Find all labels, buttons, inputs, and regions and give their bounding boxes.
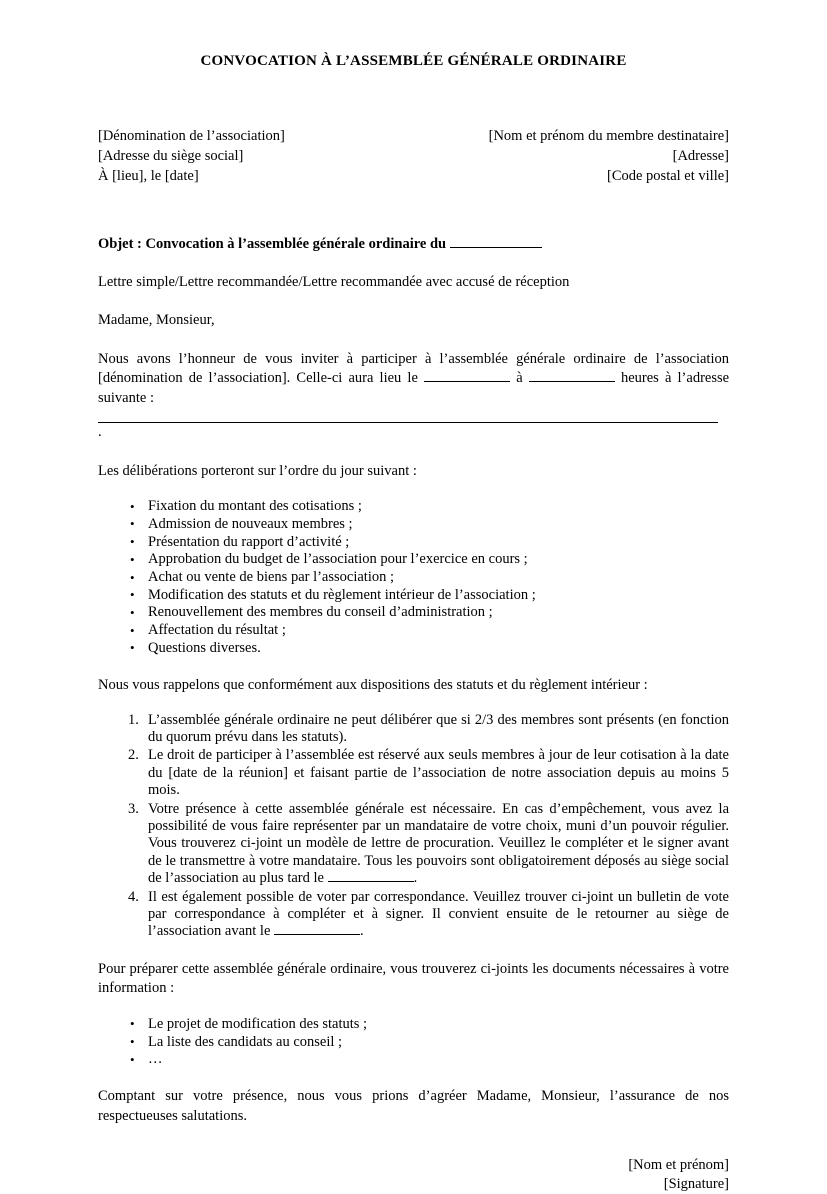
intro-paragraph bbox=[98, 350, 729, 409]
recipient-address bbox=[489, 126, 729, 186]
sender-line-3: À [lieu], le [date] bbox=[98, 167, 199, 184]
subject-date-blank[interactable] bbox=[450, 236, 542, 248]
postal-vote-deadline-blank[interactable] bbox=[274, 923, 360, 935]
recipient-line-1: [Nom et prénom du membre destinataire] bbox=[488, 127, 729, 144]
closing-paragraph: Comptant sur votre présence, nous vous prions d’agréer Madame, Monsieur, l’assurance de nos respectueuses salutations. bbox=[98, 1088, 729, 1124]
list-item: • Fixation du montant des cotisations ; bbox=[98, 498, 729, 515]
list-item: • Présentation du rapport d’activité ; bbox=[98, 534, 729, 551]
list-item: • … bbox=[98, 1051, 729, 1068]
list-item: • La liste des candidats au conseil ; bbox=[98, 1034, 729, 1051]
rules-list bbox=[98, 712, 729, 941]
intro-text-3: heures à l’adresse suivante : bbox=[98, 370, 730, 406]
delivery-options: Lettre simple/Lettre recommandée/Lettre recommandée avec accusé de réception bbox=[98, 273, 570, 290]
rule-text-after: . bbox=[360, 923, 364, 940]
list-item: • Admission de nouveaux membres ; bbox=[98, 516, 729, 533]
meeting-time-blank[interactable] bbox=[529, 370, 615, 382]
list-item bbox=[98, 801, 729, 888]
meeting-address-blank[interactable] bbox=[98, 410, 718, 423]
agenda-lead: Les délibérations porteront sur l’ordre du jour suivant : bbox=[98, 462, 417, 479]
signature-label: [Signature] bbox=[663, 1176, 729, 1193]
rule-text: Le droit de participer à l’assemblée est réservé aux seuls membres à jour de leur cotisation à la date du [date de la réunion] et faisant partie de l’association de notre association depuis au moins 5 mois. bbox=[148, 747, 729, 799]
list-item bbox=[98, 889, 729, 941]
list-item: • Le projet de modification des statuts ; bbox=[98, 1016, 729, 1033]
document-content bbox=[98, 0, 729, 1194]
address-block bbox=[98, 126, 729, 186]
subject-text: Objet : Convocation à l’assemblée générale ordinaire du bbox=[98, 235, 447, 252]
rule-text: L’assemblée générale ordinaire ne peut délibérer que si 2/3 des membres sont présents (en fonction du quorum prévu dans les statuts). bbox=[148, 711, 729, 745]
list-item bbox=[98, 712, 729, 747]
intro-text-4: . bbox=[98, 424, 102, 441]
sender-line-1: [Dénomination de l’association] bbox=[98, 127, 285, 144]
sender-address bbox=[98, 126, 285, 186]
list-item: • Approbation du budget de l’association pour l’exercice en cours ; bbox=[98, 551, 729, 568]
signature-block bbox=[98, 1156, 729, 1194]
recipient-line-3: [Code postal et ville] bbox=[606, 167, 729, 184]
signature-name: [Nom et prénom] bbox=[628, 1157, 729, 1174]
rule-text: Il est également possible de voter par correspondance. Veuillez trouver ci-joint un bulletin de vote par correspondance à compléter et à signer. Il convient ensuite de le retourner au siège de l’association avant le bbox=[148, 888, 729, 940]
sender-line-2: [Adresse du siège social] bbox=[98, 147, 244, 164]
recipient-line-2: [Adresse] bbox=[672, 147, 729, 164]
intro-text-2: à bbox=[516, 370, 523, 387]
subject-line bbox=[98, 234, 729, 254]
list-item: • Renouvellement des membres du conseil d’administration ; bbox=[98, 604, 729, 621]
list-item bbox=[98, 747, 729, 799]
list-item: • Modification des statuts et du règlement intérieur de l’association ; bbox=[98, 587, 729, 604]
agenda-list bbox=[98, 498, 729, 657]
intro-text-1: Nous avons l’honneur de vous inviter à participer à l’assemblée générale ordinaire de l’association [dénomination de l’association]. Celle-ci aura lieu le bbox=[98, 350, 729, 387]
list-item: • Affectation du résultat ; bbox=[98, 622, 729, 639]
rule-text-after: . bbox=[413, 870, 418, 887]
documents-lead: Pour préparer cette assemblée générale ordinaire, vous trouverez ci-joints les documents nécessaires à votre information : bbox=[98, 960, 729, 997]
rule-text: Votre présence à cette assemblée générale est nécessaire. En cas d’empêchement, vous avez la possibilité de vous faire représenter par un mandataire de votre choix, muni d’un pouvoir régulier. Vous trouverez ci-joint un modèle de lettre de procuration. Veuillez le compléter et le signer avant de le transmettre à votre mandataire. Tous les pouvoirs sont obligatoirement déposés au siège social de l’association au plus tard le bbox=[148, 800, 729, 887]
list-item: • Achat ou vente de biens par l’association ; bbox=[98, 569, 729, 586]
rules-lead: Nous vous rappelons que conformément aux dispositions des statuts et du règlement intérieur : bbox=[98, 677, 648, 694]
meeting-date-blank[interactable] bbox=[424, 370, 510, 382]
page-title: CONVOCATION À L’ASSEMBLÉE GÉNÉRALE ORDINAIRE bbox=[200, 53, 627, 69]
list-item: • Questions diverses. bbox=[98, 640, 729, 657]
meeting-address-line bbox=[98, 410, 729, 443]
salutation: Madame, Monsieur, bbox=[98, 312, 215, 329]
documents-list bbox=[98, 1016, 729, 1069]
proxy-deadline-blank[interactable] bbox=[328, 870, 414, 882]
